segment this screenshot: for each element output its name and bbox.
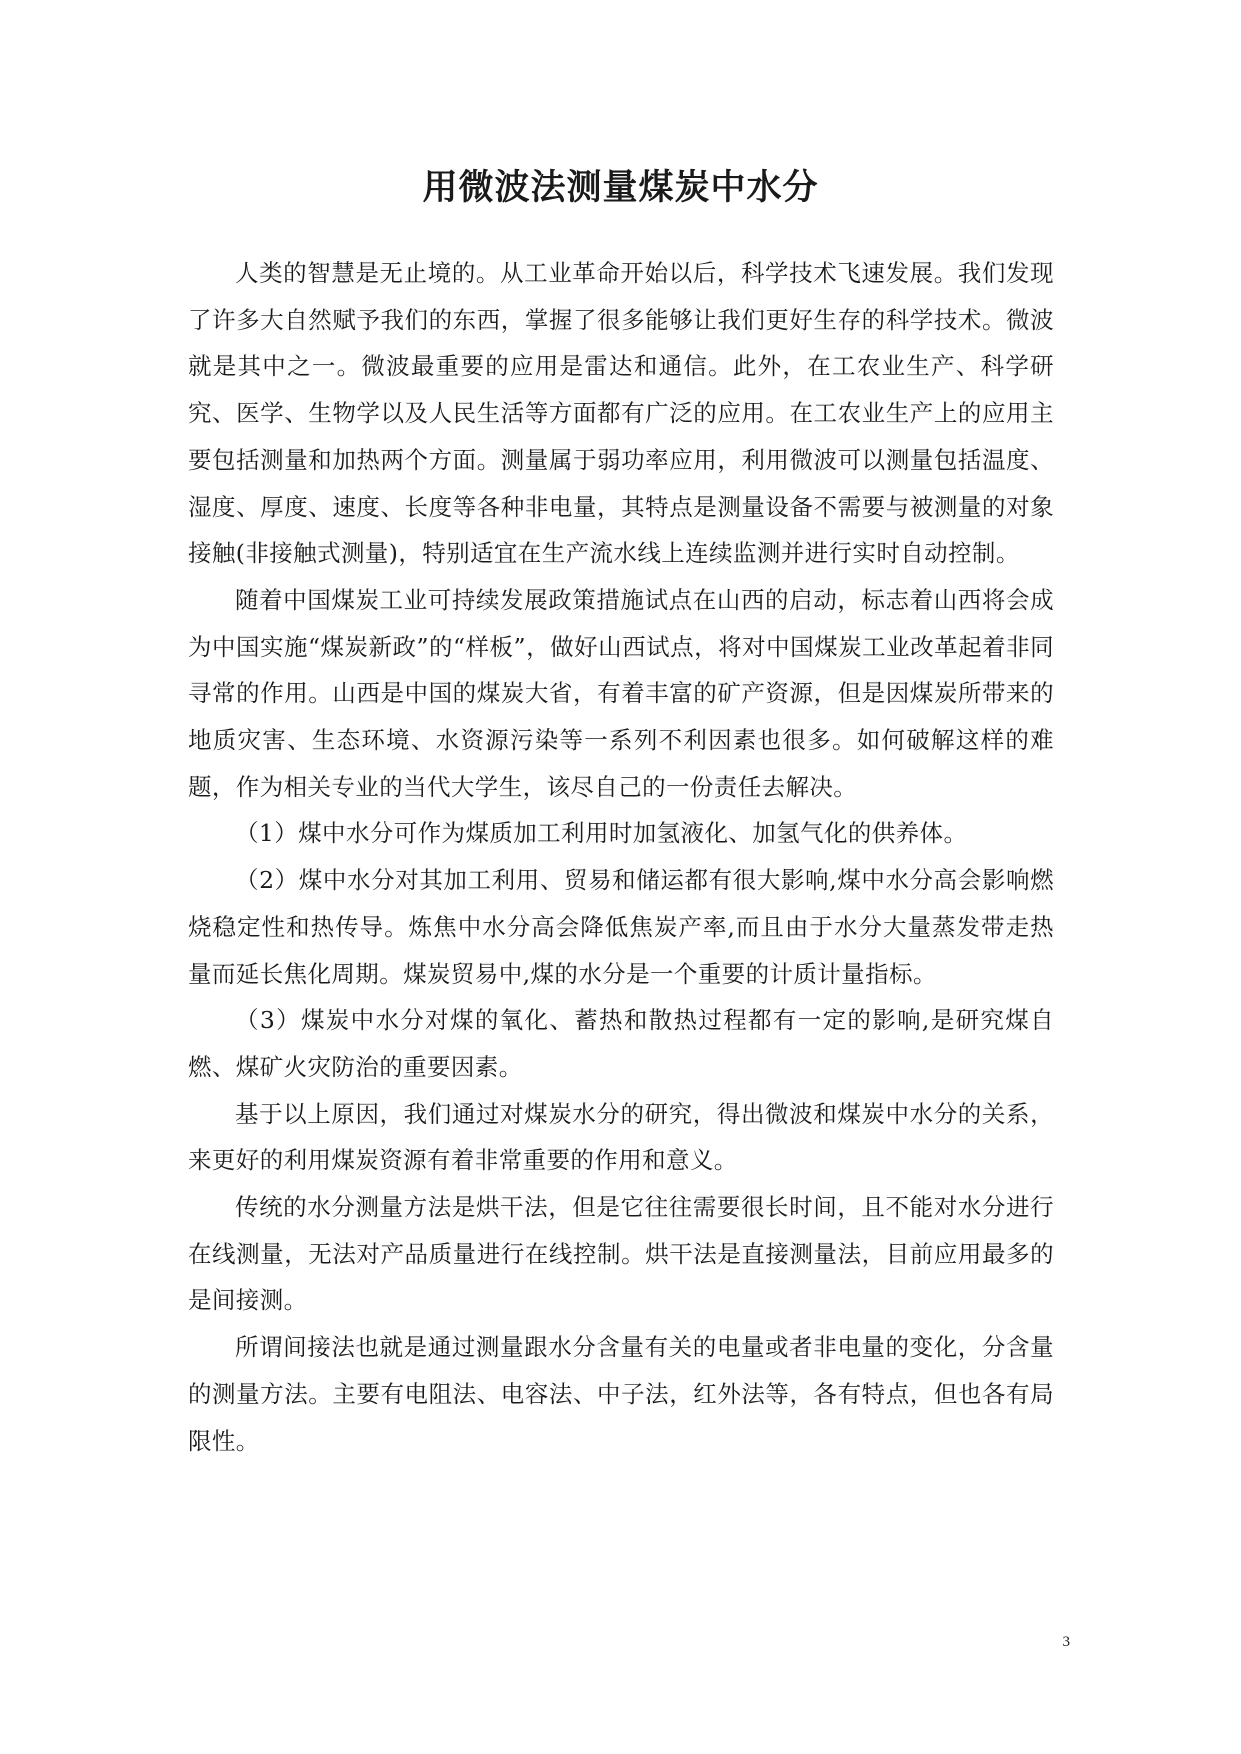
body-text (188, 250, 1054, 1464)
paragraph-point-3: （3）煤炭中水分对煤的氧化、蓄热和散热过程都有一定的影响,是研究煤自燃、煤矿火灾防治的重要因素。 (188, 1006, 1054, 1081)
paragraph-drying-method: 传统的水分测量方法是烘干法，但是它往往需要很长时间，且不能对水分进行在线测量，无法对产品质量进行在线控制。烘干法是直接测量法，目前应用最多的是间接测。 (188, 1193, 1054, 1315)
page-title: 用微波法测量煤炭中水分 (422, 168, 819, 208)
paragraph-intro: 人类的智慧是无止境的。从工业革命开始以后，科学技术飞速发展。我们发现了许多大自然赋予我们的东西，掌握了很多能够让我们更好生存的科学技术。微波就是其中之一。微波最重要的应用是雷达和通信。此外，在工农业生产、科学研究、医学、生物学以及人民生活等方面都有广泛的应用。在工农业生产上的应用主要包括测量和加热两个方面。测量属于弱功率应用，利用微波可以测量包括温度、湿度、厚度、速度、长度等各种非电量，其特点是测量设备不需要与被测量的对象接触(非接触式测量)，特别适宜在生产流水线上连续监测并进行实时自动控制。 (188, 259, 1054, 568)
page-number: 3 (1062, 1634, 1070, 1650)
paragraph-shanxi: 随着中国煤炭工业可持续发展政策措施试点在山西的启动，标志着山西将会成为中国实施“煤炭新政”的“样板”，做好山西试点，将对中国煤炭工业改革起着非同寻常的作用。山西是中国的煤炭大省，有着丰富的矿产资源，但是因煤炭所带来的地质灾害、生态环境、水资源污染等一系列不利因素也很多。如何破解这样的难题，作为相关专业的当代大学生，该尽自己的一份责任去解决。 (188, 585, 1054, 801)
paragraph-point-2: （2）煤中水分对其加工利用、贸易和储运都有很大影响,煤中水分高会影响燃烧稳定性和热传导。炼焦中水分高会降低焦炭产率,而且由于水分大量蒸发带走热量而延长焦化周期。煤炭贸易中,煤的水分是一个重要的计质计量指标。 (188, 866, 1054, 988)
paragraph-indirect-method: 所谓间接法也就是通过测量跟水分含量有关的电量或者非电量的变化，分含量的测量方法。主要有电阻法、电容法、中子法，红外法等，各有特点，但也各有局限性。 (188, 1333, 1054, 1455)
paragraph-point-1: （1）煤中水分可作为煤质加工利用时加氢液化、加氢气化的供养体。 (235, 819, 968, 848)
paragraph-reason: 基于以上原因，我们通过对煤炭水分的研究，得出微波和煤炭中水分的关系，来更好的利用煤炭资源有着非常重要的作用和意义。 (188, 1099, 1054, 1175)
